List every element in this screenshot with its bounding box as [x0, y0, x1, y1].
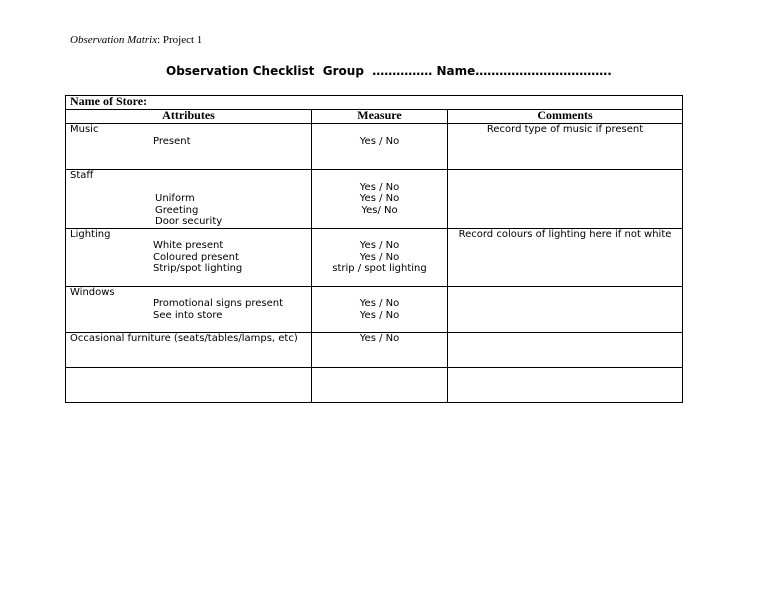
store-name-field[interactable]: Name of Store: — [66, 96, 683, 110]
column-header-comments: Comments — [448, 110, 683, 124]
attributes-cell — [66, 170, 312, 229]
comments-cell[interactable] — [448, 170, 683, 229]
attributes-cell — [66, 286, 312, 332]
measure-value: Yes / No — [359, 251, 400, 263]
category-label: Windows — [70, 286, 115, 298]
measure-cell[interactable] — [312, 124, 448, 170]
measure-cell[interactable] — [312, 228, 448, 286]
document-suffix: : Project 1 — [157, 34, 203, 46]
attributes-cell — [66, 332, 312, 367]
measure-value: Yes / No — [359, 240, 400, 251]
measure-value: Yes / No — [359, 193, 400, 204]
column-header-row — [66, 110, 683, 124]
page-title: Observation Checklist Group …………… Name……………………………. — [166, 64, 612, 78]
category-label: Music — [70, 124, 99, 135]
table-row-furniture — [66, 332, 683, 367]
comment-text: Record type of music if present — [486, 124, 644, 135]
observation-table — [65, 95, 683, 403]
attributes-cell — [66, 124, 312, 170]
attribute-item: Present — [153, 135, 191, 147]
category-label: Staff — [70, 170, 94, 181]
measure-value: strip / spot lighting — [332, 263, 427, 274]
measure-cell[interactable] — [312, 286, 448, 332]
comments-cell[interactable] — [448, 228, 683, 286]
category-label: Lighting — [70, 228, 111, 240]
attribute-item: Promotional signs present — [153, 298, 284, 309]
table-row-windows — [66, 286, 683, 332]
attribute-item: Greeting — [155, 204, 199, 216]
measure-value: Yes / No — [359, 181, 400, 193]
attribute-item: Strip/spot lighting — [153, 263, 243, 274]
comment-text: Record colours of lighting here if not white — [458, 228, 672, 240]
attributes-cell[interactable] — [66, 367, 312, 402]
measure-value: Yes / No — [359, 332, 400, 344]
attribute-item: Door security — [155, 216, 223, 227]
column-header-attributes: Attributes — [66, 110, 312, 124]
measure-value: Yes/ No — [361, 204, 398, 216]
measure-value: Yes / No — [359, 298, 400, 309]
category-label: Occasional furniture (seats/tables/lamps, etc) — [70, 332, 298, 344]
measure-value: Yes / No — [359, 135, 400, 147]
attributes-cell — [66, 228, 312, 286]
table-row-blank — [66, 367, 683, 402]
document-header — [70, 34, 202, 46]
comments-cell[interactable] — [448, 332, 683, 367]
attribute-item: Uniform — [155, 193, 195, 204]
comments-cell[interactable] — [448, 124, 683, 170]
measure-value: Yes / No — [359, 309, 400, 321]
table-row-music — [66, 124, 683, 170]
attribute-item: White present — [153, 240, 224, 251]
measure-cell[interactable] — [312, 170, 448, 229]
measure-cell[interactable] — [312, 367, 448, 402]
attribute-item: Coloured present — [153, 251, 239, 263]
document-label: Observation Matrix — [70, 34, 158, 46]
attribute-item: See into store — [153, 309, 223, 321]
table-row-staff — [66, 170, 683, 229]
column-header-measure: Measure — [312, 110, 448, 124]
measure-cell[interactable] — [312, 332, 448, 367]
comments-cell[interactable] — [448, 286, 683, 332]
comments-cell[interactable] — [448, 367, 683, 402]
table-row-lighting — [66, 228, 683, 286]
